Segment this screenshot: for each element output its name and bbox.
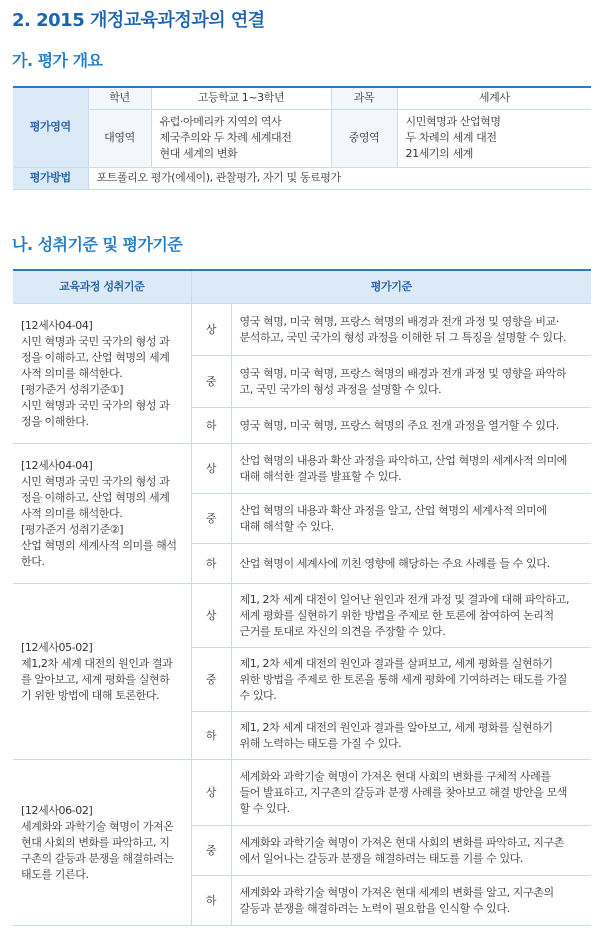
standard-line: 제1,2차 세계 대전의 원인과 결과 bbox=[21, 656, 173, 670]
level-low: 하 bbox=[191, 408, 231, 444]
criterion-line: 근거를 토대로 자신의 의견을 주장할 수 있다. bbox=[239, 624, 446, 638]
standard-line: 사적 의미를 해석한다. bbox=[21, 366, 123, 380]
criterion-text bbox=[231, 826, 591, 876]
criterion-line: 분석하고, 국민 국가의 형성 과정을 이해한 뒤 그 특징을 설명할 수 있다. bbox=[239, 330, 567, 344]
criterion-line: 대해 해석한 결과를 발표할 수 있다. bbox=[239, 469, 402, 483]
level-mid: 중 bbox=[191, 494, 231, 544]
standard-line: 산업 혁명의 세계사적 의미를 해석 bbox=[21, 538, 177, 552]
criterion-line: 산업 혁명의 내용과 확산 과정을 파악하고, 산업 혁명의 세계사적 의미에 bbox=[239, 453, 568, 467]
criterion-line: 산업 혁명의 내용과 확산 과정을 알고, 산업 혁명의 세계사적 의미에 bbox=[239, 503, 547, 517]
standard-line: 사적 의미를 해석한다. bbox=[21, 506, 123, 520]
achievement-standard bbox=[13, 584, 191, 760]
achievement-standard bbox=[13, 760, 191, 926]
criterion-text bbox=[231, 494, 591, 544]
standard-line: 태도를 기른다. bbox=[21, 867, 89, 881]
criterion-line: 영국 혁명, 미국 혁명, 프랑스 혁명의 배경과 전개 과정 및 영향을 파악하 bbox=[239, 366, 567, 380]
standard-line: [12세사04-04] bbox=[21, 458, 93, 472]
standard-line: [12세사06-02] bbox=[21, 803, 93, 817]
achievement-standard bbox=[13, 444, 191, 584]
header-standard: 교육과정 성취기준 bbox=[13, 270, 191, 304]
middle-area-line: 두 차례의 세계 대전 bbox=[405, 131, 497, 144]
criterion-line: 영국 혁명, 미국 혁명, 프랑스 혁명의 주요 전개 과정을 열거할 수 있다. bbox=[239, 418, 559, 432]
level-low: 하 bbox=[191, 712, 231, 760]
section-heading-criteria: 나. 성취기준 및 평가기준 bbox=[12, 235, 183, 254]
major-area-line: 제국주의와 두 차례 세계대전 bbox=[159, 131, 292, 144]
section-heading-overview: 가. 평가 개요 bbox=[12, 51, 103, 70]
criterion-line: 할 수 있다. bbox=[239, 801, 290, 815]
value-eval-method: 포트폴리오 평가(에세이), 관찰평가, 자기 및 동료평가 bbox=[88, 167, 591, 189]
level-mid: 중 bbox=[191, 826, 231, 876]
value-middle-area bbox=[397, 109, 591, 167]
criterion-text bbox=[231, 444, 591, 494]
criterion-text bbox=[231, 408, 591, 444]
standard-line: 시민 혁명과 국민 국가의 형성 과 bbox=[21, 474, 170, 488]
major-area-line: 유럽·아메리카 지역의 역사 bbox=[159, 115, 282, 128]
criterion-line: 에서 일어나는 갈등과 분쟁을 해결하려는 태도를 기를 수 있다. bbox=[239, 851, 524, 865]
standard-line: 구촌의 갈등과 분쟁을 해결하려는 bbox=[21, 851, 174, 865]
standard-line: 정을 이해한다. bbox=[21, 414, 89, 428]
middle-area-line: 21세기의 세계 bbox=[405, 147, 473, 160]
criterion-line: 영국 혁명, 미국 혁명, 프랑스 혁명의 배경과 전개 과정 및 영향을 비교· bbox=[239, 314, 559, 328]
criterion-text bbox=[231, 760, 591, 826]
criterion-line: 산업 혁명이 세계사에 끼친 영향에 해당하는 주요 사례를 들 수 있다. bbox=[239, 556, 550, 570]
criterion-line: 제1, 2차 세계 대전의 원인과 결과를 살펴보고, 세계 평화를 실현하기 bbox=[239, 656, 553, 670]
criterion-line: 갈등과 분쟁을 해결하려는 노력이 필요함을 인식할 수 있다. bbox=[239, 901, 510, 915]
value-major-area bbox=[151, 109, 331, 167]
criterion-text bbox=[231, 544, 591, 584]
criterion-line: 제1, 2차 세계 대전의 원인과 결과를 알아보고, 세계 평화를 실현하기 bbox=[239, 720, 553, 734]
criterion-line: 세계 평화를 실현하기 위한 방법을 주제로 한 토론에 참여하여 논리적 bbox=[239, 608, 554, 622]
header-subject: 과목 bbox=[331, 87, 397, 109]
standard-line: 세계화와 과학기술 혁명이 가져온 bbox=[21, 819, 174, 833]
header-criteria: 평가기준 bbox=[191, 270, 591, 304]
criterion-line: 제1, 2차 세계 대전이 일어난 원인과 전개 과정 및 결과에 대해 파악하고, bbox=[239, 592, 570, 606]
achievement-standard bbox=[13, 304, 191, 444]
header-grade: 학년 bbox=[88, 87, 151, 109]
major-area-line: 현대 세계의 변화 bbox=[159, 147, 238, 160]
criterion-text bbox=[231, 584, 591, 648]
criterion-line: 들어 발표하고, 지구촌의 갈등과 분쟁 사례를 찾아보고 해결 방안을 모색 bbox=[239, 785, 568, 799]
criterion-text bbox=[231, 648, 591, 712]
level-high: 상 bbox=[191, 584, 231, 648]
standard-line: 현대 사회의 변화를 파악하고, 지 bbox=[21, 835, 170, 849]
header-middle-area: 중영역 bbox=[331, 109, 397, 167]
standard-line: [12세사05-02] bbox=[21, 640, 93, 654]
criterion-text bbox=[231, 304, 591, 356]
page-title: 2. 2015 개정교육과정과의 연결 bbox=[12, 10, 265, 31]
criterion-line: 고, 국민 국가의 형성 과정을 설명할 수 있다. bbox=[239, 382, 442, 396]
standard-line: 를 알아보고, 세계 평화를 실현하 bbox=[21, 672, 170, 686]
header-major-area: 대영역 bbox=[88, 109, 151, 167]
level-low: 하 bbox=[191, 544, 231, 584]
standard-line: 시민 혁명과 국민 국가의 형성 과 bbox=[21, 334, 170, 348]
criterion-text bbox=[231, 356, 591, 408]
level-low: 하 bbox=[191, 876, 231, 926]
criterion-line: 위한 방법을 주제로 한 토론을 통해 세계 평화에 기여하려는 태도를 가질 bbox=[239, 672, 568, 686]
standard-line: 한다. bbox=[21, 554, 45, 568]
criterion-line: 대해 해석할 수 있다. bbox=[239, 519, 334, 533]
criterion-line: 세계화와 과학기술 혁명이 가져온 현대 사회의 변화를 구체적 사례를 bbox=[239, 769, 551, 783]
standard-line: 시민 혁명과 국민 국가의 형성 과 bbox=[21, 398, 170, 412]
criterion-line: 세계화와 과학기술 혁명이 가져온 현대 세계의 변화를 알고, 지구촌의 bbox=[239, 885, 554, 899]
level-mid: 중 bbox=[191, 356, 231, 408]
criteria-table bbox=[13, 269, 591, 926]
criterion-line: 수 있다. bbox=[239, 688, 277, 702]
standard-line: 기 위한 방법에 대해 토론한다. bbox=[21, 688, 160, 702]
overview-table bbox=[13, 86, 591, 190]
standard-line: 정을 이해하고, 산업 혁명의 세계 bbox=[21, 350, 170, 364]
level-mid: 중 bbox=[191, 648, 231, 712]
label-eval-method: 평가방법 bbox=[13, 167, 88, 189]
standard-line: [평가준거 성취기준②] bbox=[21, 522, 124, 536]
standard-line: [12세사04-04] bbox=[21, 318, 93, 332]
level-high: 상 bbox=[191, 304, 231, 356]
criterion-line: 위해 노력하는 태도를 가질 수 있다. bbox=[239, 736, 402, 750]
criterion-line: 세계화와 과학기술 혁명이 가져온 현대 사회의 변화를 파악하고, 지구촌 bbox=[239, 835, 564, 849]
label-eval-area: 평가영역 bbox=[13, 87, 88, 167]
criterion-text bbox=[231, 876, 591, 926]
middle-area-line: 시민혁명과 산업혁명 bbox=[405, 115, 501, 128]
standard-line: 정을 이해하고, 산업 혁명의 세계 bbox=[21, 490, 170, 504]
value-grade: 고등학교 1~3학년 bbox=[151, 87, 331, 109]
level-high: 상 bbox=[191, 444, 231, 494]
standard-line: [평가준거 성취기준①] bbox=[21, 382, 124, 396]
level-high: 상 bbox=[191, 760, 231, 826]
criterion-text bbox=[231, 712, 591, 760]
value-subject: 세계사 bbox=[397, 87, 591, 109]
